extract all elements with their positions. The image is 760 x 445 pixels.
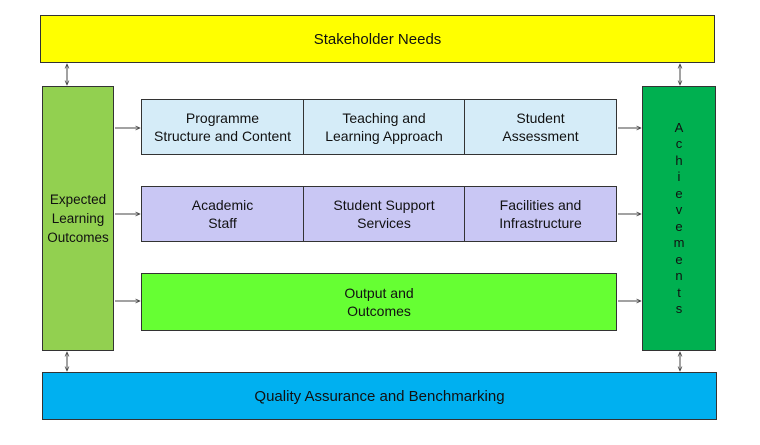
teaching-learning-box: Teaching and Learning Approach [303, 99, 465, 155]
achievements-letter: i [677, 169, 681, 184]
quality-assurance-box [42, 372, 717, 420]
achievements-letter: m [673, 235, 685, 250]
achievements-label [674, 120, 685, 318]
achievements-letter: v [675, 202, 683, 217]
achievements-box [642, 86, 716, 351]
expected-learning-outcomes-label: Expected Learning Outcomes [47, 192, 109, 245]
facilities-box: Facilities and Infrastructure [464, 186, 617, 242]
stakeholder-needs-label: Stakeholder Needs [313, 30, 442, 48]
achievements-letter: A [674, 119, 684, 135]
process-row-2 [141, 186, 617, 242]
student-assessment-box: Student Assessment [464, 99, 617, 155]
achievements-letter: e [675, 251, 683, 267]
process-row-1 [141, 99, 617, 155]
output-outcomes-box: Output and Outcomes [141, 273, 617, 331]
process-row-3 [141, 273, 617, 331]
achievements-letter: n [675, 268, 683, 283]
quality-assurance-label: Quality Assurance and Benchmarking [254, 387, 505, 405]
stakeholder-needs-box [40, 15, 715, 63]
expected-learning-outcomes-box [42, 86, 114, 351]
achievements-letter: s [675, 301, 683, 316]
achievements-letter: e [675, 218, 683, 234]
achievements-letter: h [675, 152, 683, 168]
achievements-letter: t [677, 284, 681, 300]
academic-staff-box: Academic Staff [141, 186, 304, 242]
student-support-box: Student Support Services [303, 186, 465, 242]
achievements-letter: e [675, 185, 683, 201]
achievements-letter: c [675, 136, 683, 151]
programme-structure-box: Programme Structure and Content [141, 99, 304, 155]
